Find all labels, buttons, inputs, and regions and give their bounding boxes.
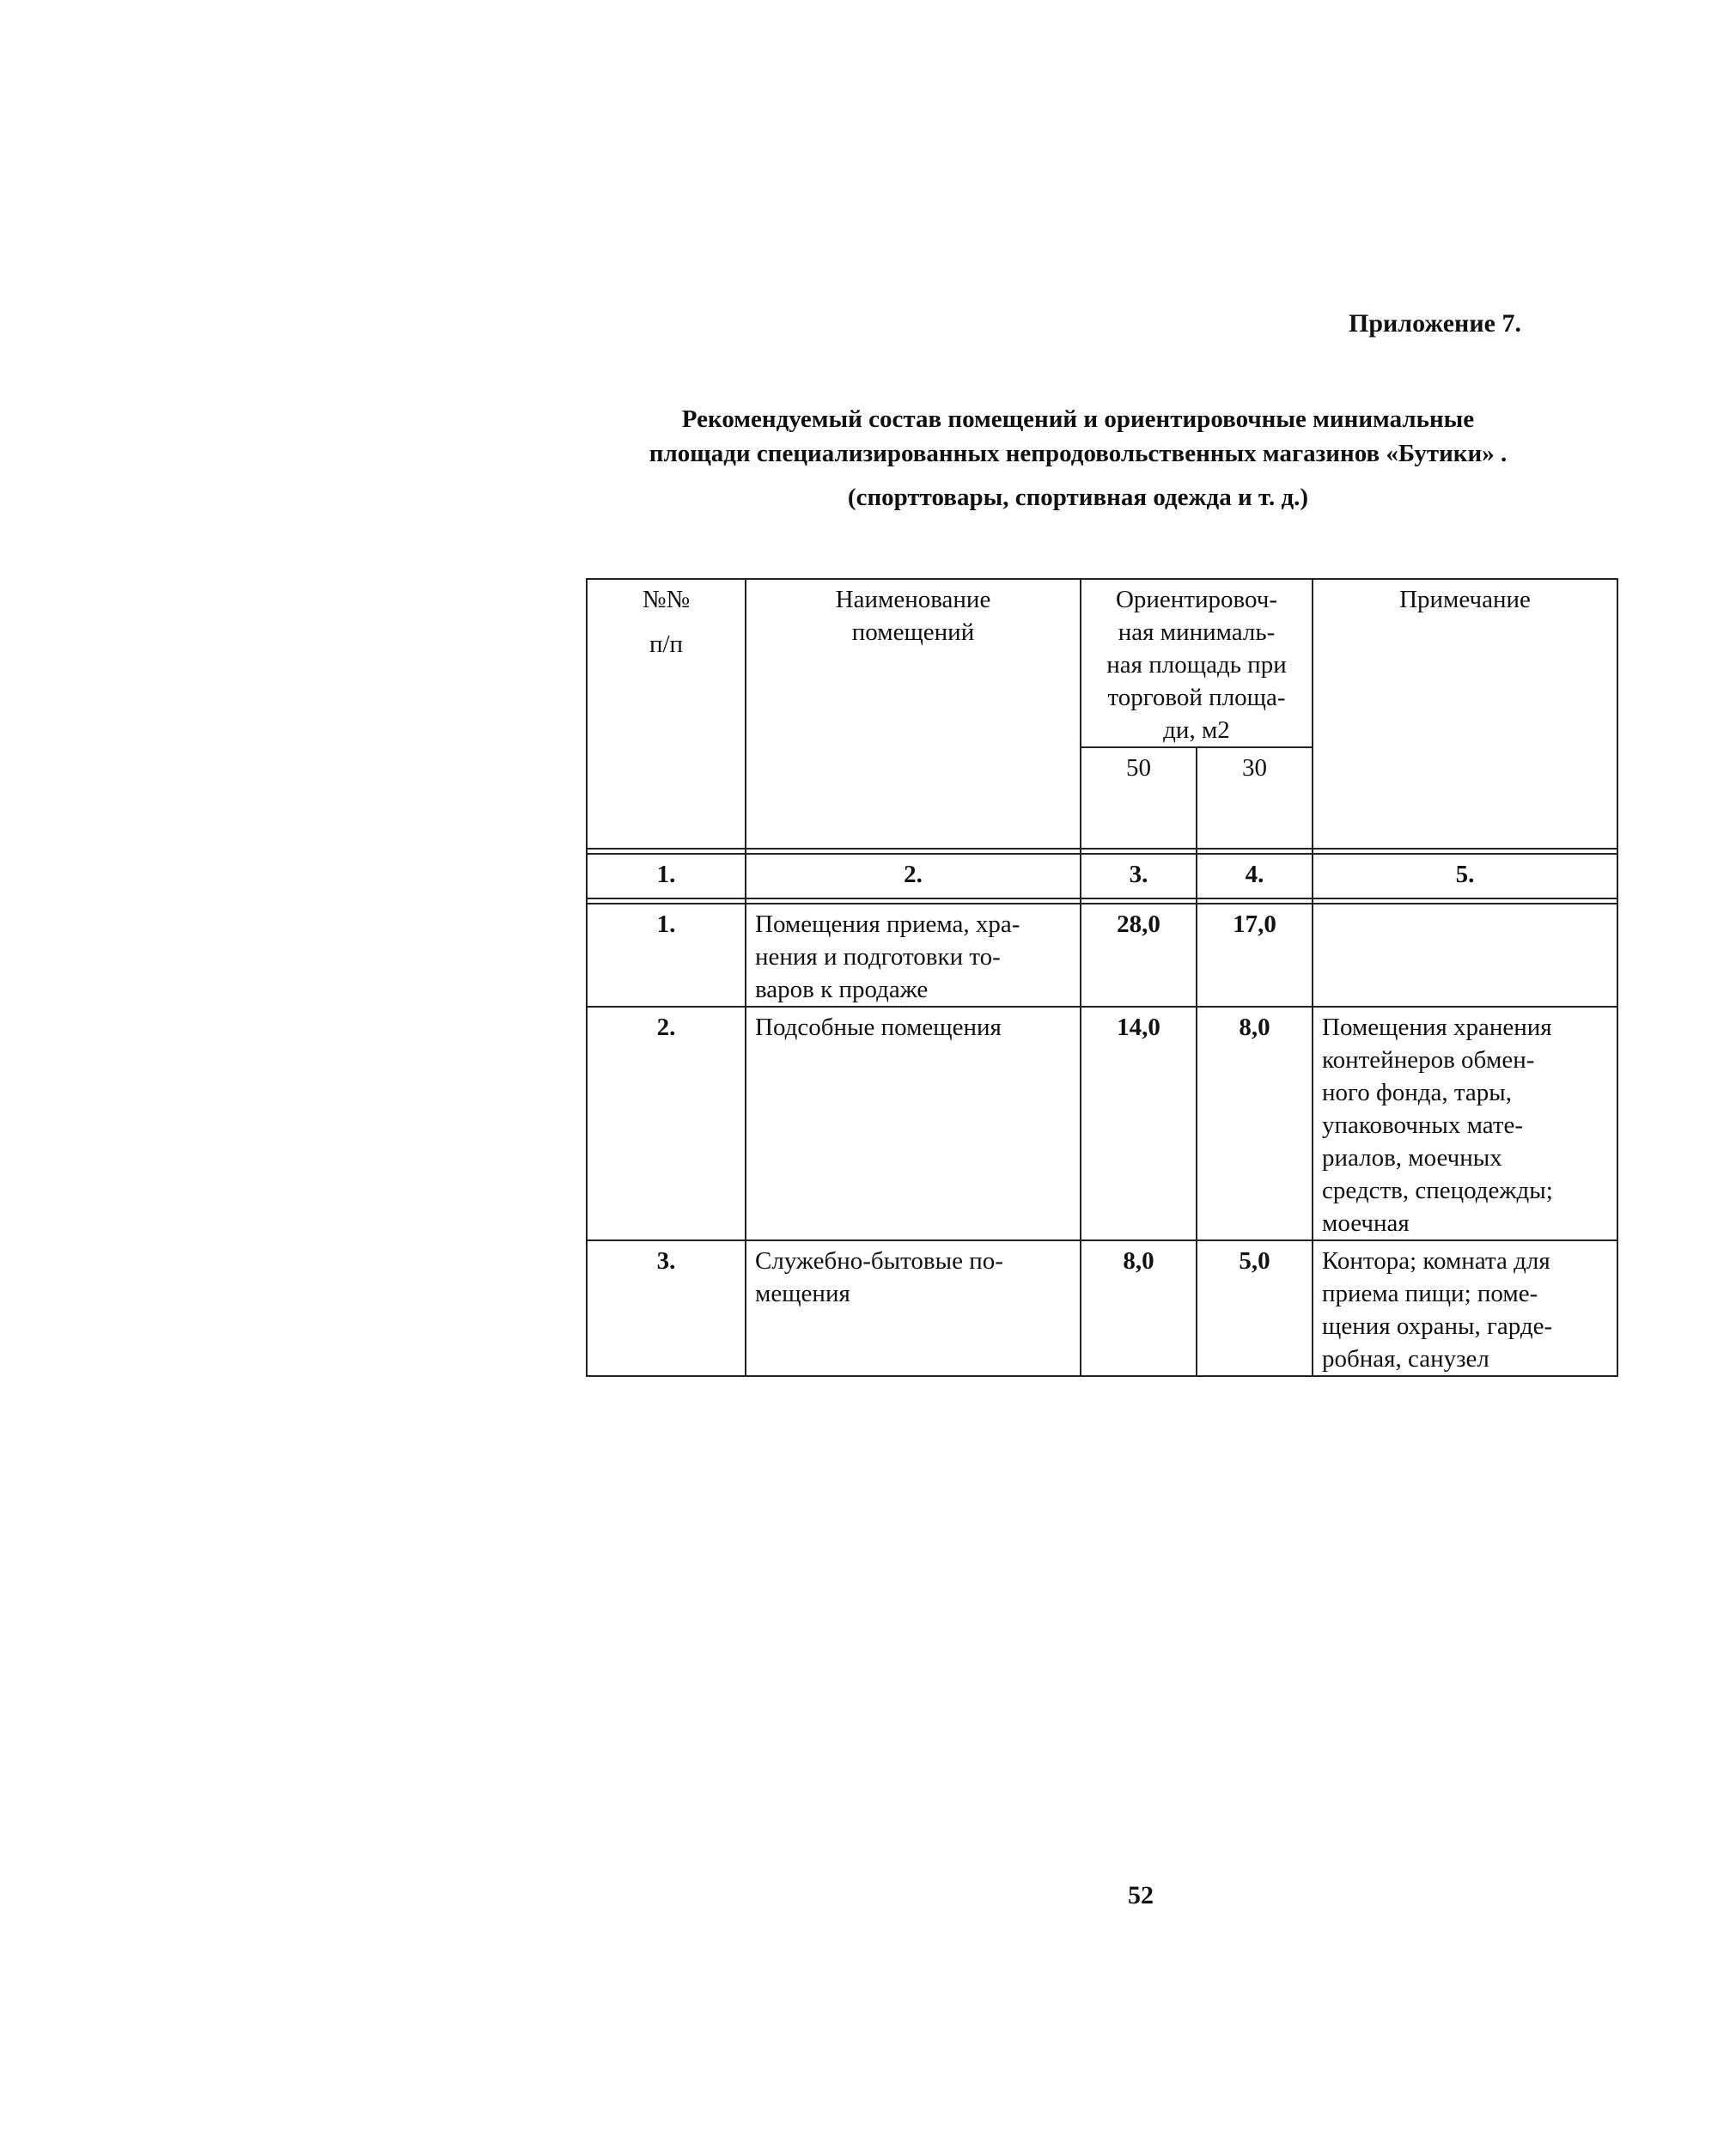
cell-line: Подсобные помещения xyxy=(755,1014,1002,1041)
row-number: 2. xyxy=(587,1007,746,1240)
header-text: №№ xyxy=(642,586,691,613)
header-note xyxy=(1313,579,1617,849)
column-number: 3. xyxy=(1081,854,1197,898)
row-number: 1. xyxy=(587,904,746,1007)
header-area xyxy=(1081,579,1313,747)
column-number: 2. xyxy=(746,854,1081,898)
title-line: Рекомендуемый состав помещений и ориентировочные минимальные xyxy=(681,405,1475,433)
rooms-table xyxy=(586,578,1618,1377)
room-note xyxy=(1313,1007,1617,1240)
area-50-value: 8,0 xyxy=(1081,1240,1197,1376)
header-text: ная площадь при xyxy=(1106,651,1287,679)
page-number: 52 xyxy=(1128,1881,1154,1909)
title-line: площади специализированных непродовольственных магазинов «Бутики» . xyxy=(649,440,1508,467)
cell-line: робная, санузел xyxy=(1322,1345,1489,1373)
table-row xyxy=(587,904,1617,1007)
table-row xyxy=(587,1240,1617,1376)
column-number: 4. xyxy=(1197,854,1313,898)
header-area-50: 50 xyxy=(1081,747,1197,849)
area-30-value: 5,0 xyxy=(1197,1240,1313,1376)
area-30-value: 17,0 xyxy=(1197,904,1313,1007)
cell-line: варов к продаже xyxy=(755,976,929,1003)
area-50-value: 14,0 xyxy=(1081,1007,1197,1240)
row-number: 3. xyxy=(587,1240,746,1376)
cell-line: нения и подготовки то- xyxy=(755,943,1001,971)
cell-line: риалов, моечных xyxy=(1322,1144,1502,1172)
room-name xyxy=(746,904,1081,1007)
column-number-row xyxy=(587,854,1617,898)
cell-line: контейнеров обмен- xyxy=(1322,1046,1535,1074)
cell-line: ного фонда, тары, xyxy=(1322,1079,1513,1106)
header-text: помещений xyxy=(851,618,975,646)
cell-line: приема пищи; поме- xyxy=(1322,1280,1538,1307)
cell-line: упаковочных мате- xyxy=(1322,1111,1524,1139)
cell-line: Помещения приема, хра- xyxy=(755,911,1020,938)
header-text: ная минималь- xyxy=(1118,618,1276,646)
header-text: Примечание xyxy=(1399,586,1531,613)
header-text: п/п xyxy=(649,630,684,658)
cell-line: мещения xyxy=(755,1280,850,1307)
cell-line: Контора; комната для xyxy=(1322,1247,1550,1275)
column-number: 1. xyxy=(587,854,746,898)
document-subtitle: (спорттовары, спортивная одежда и т. д.) xyxy=(847,484,1309,511)
cell-line: щения охраны, гарде- xyxy=(1322,1312,1553,1340)
header-text: Наименование xyxy=(835,586,991,613)
header-text: ди, м2 xyxy=(1163,716,1230,744)
table-row xyxy=(587,1007,1617,1240)
header-number xyxy=(587,579,746,849)
appendix-label: Приложение 7. xyxy=(1349,309,1521,338)
cell-line: моечная xyxy=(1322,1209,1410,1237)
table-header-row xyxy=(587,579,1617,747)
room-name xyxy=(746,1007,1081,1240)
document-title xyxy=(550,402,1606,471)
header-room-name xyxy=(746,579,1081,849)
area-30-value: 8,0 xyxy=(1197,1007,1313,1240)
room-note xyxy=(1313,904,1617,1007)
column-number: 5. xyxy=(1313,854,1617,898)
room-name xyxy=(746,1240,1081,1376)
area-50-value: 28,0 xyxy=(1081,904,1197,1007)
cell-line: Помещения хранения xyxy=(1322,1014,1552,1041)
room-note xyxy=(1313,1240,1617,1376)
header-text: торговой площа- xyxy=(1107,684,1286,711)
cell-line: Служебно-бытовые по- xyxy=(755,1247,1003,1275)
header-text: Ориентировоч- xyxy=(1115,586,1278,613)
cell-line: средств, спецодежды; xyxy=(1322,1177,1553,1204)
header-area-30: 30 xyxy=(1197,747,1313,849)
